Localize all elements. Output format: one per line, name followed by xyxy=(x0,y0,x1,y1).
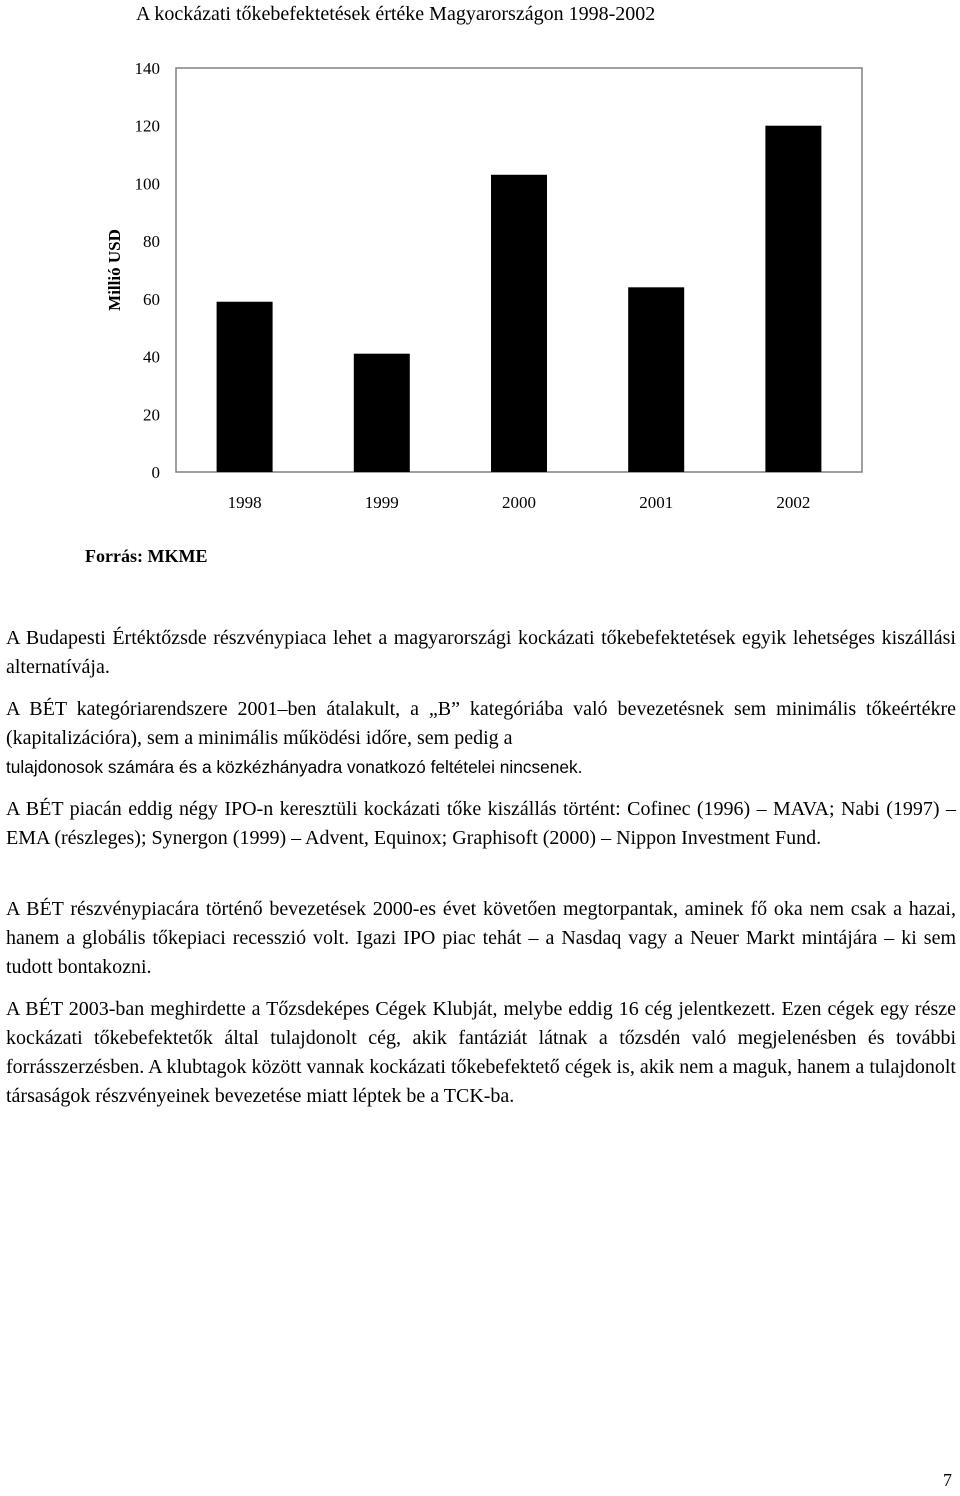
y-tick-label: 100 xyxy=(134,174,160,194)
y-tick-label: 60 xyxy=(143,289,160,309)
bar-2000 xyxy=(491,175,547,472)
x-tick-label: 2000 xyxy=(502,493,536,512)
y-tick-label: 140 xyxy=(134,59,160,78)
y-tick-label: 0 xyxy=(151,463,160,482)
paragraph-3: A BÉT piacán eddig négy IPO-n keresztüli kockázati tőke kiszállás történt: Cofinec (1996) – MAVA; Nabi (1997) – EMA (részleges); Synergon (1999) – Advent, Equinox; Graphisoft (2000) – Nippon Investment Fund. xyxy=(6,798,956,849)
x-tick-label: 1999 xyxy=(364,493,399,512)
bar-1999 xyxy=(354,354,410,472)
y-tick-label: 20 xyxy=(143,405,160,425)
y-tick-label: 80 xyxy=(143,232,160,252)
y-tick-label: 40 xyxy=(143,347,160,367)
x-tick-label: 2001 xyxy=(639,493,674,512)
bar-1998 xyxy=(217,302,273,472)
chart-title: A kockázati tőkebefektetések értéke Magyarországon 1998-2002 xyxy=(136,3,656,25)
x-tick-label: 2002 xyxy=(776,493,811,512)
paragraph-1: A Budapesti Értéktőzsde részvénypiaca lehet a magyarországi kockázati tőkebefektetések egyik lehetséges kiszállási alternatívája. xyxy=(6,627,956,678)
x-tick-label: 1998 xyxy=(227,493,262,512)
paragraph-2-continued: tulajdonosok számára és a közkézhányadra vonatkozó feltételei nincsenek. xyxy=(6,757,583,777)
y-axis-label: Millió USD xyxy=(105,229,124,311)
paragraph-4: A BÉT részvénypiacára történő bevezetések 2000-es évet követően megtorpantak, aminek fő oka nem csak a hazai, hanem a globális tőkepiaci recesszió volt. Igazi IPO piac tehát – a Nasdaq vagy a Neuer Markt mintájára – ki sem tudott bontakozni. xyxy=(6,898,956,978)
y-tick-label: 120 xyxy=(134,116,160,136)
paragraph-5: A BÉT 2003-ban meghirdette a Tőzsdeképes Cégek Klubját, melybe eddig 16 cég jelentkezett. Ezen cégek egy része kockázati tőkebefektetők által tulajdonolt cég, akik fantáziát látnak a tőzsdén való megjelenésben és további forrásszerzésben. A klubtagok között vannak kockázati tőkebefektető cégek is, akik nem a maguk, hanem a tulajdonolt társaságok részvényeinek bevezetése miatt léptek be a TCK-ba. xyxy=(6,998,956,1107)
source-label: Forrás: MKME xyxy=(85,546,208,566)
paragraph-2: A BÉT kategóriarendszere 2001–ben átalakult, a „B” kategóriába való bevezetésnek sem minimális tőkeértékre (kapitalizációra), sem a minimális működési időre, sem pedig a xyxy=(6,698,956,749)
bar-2002 xyxy=(765,126,821,472)
bar-2001 xyxy=(628,287,684,472)
bar-chart xyxy=(0,40,960,530)
page-number: 7 xyxy=(943,1470,952,1490)
